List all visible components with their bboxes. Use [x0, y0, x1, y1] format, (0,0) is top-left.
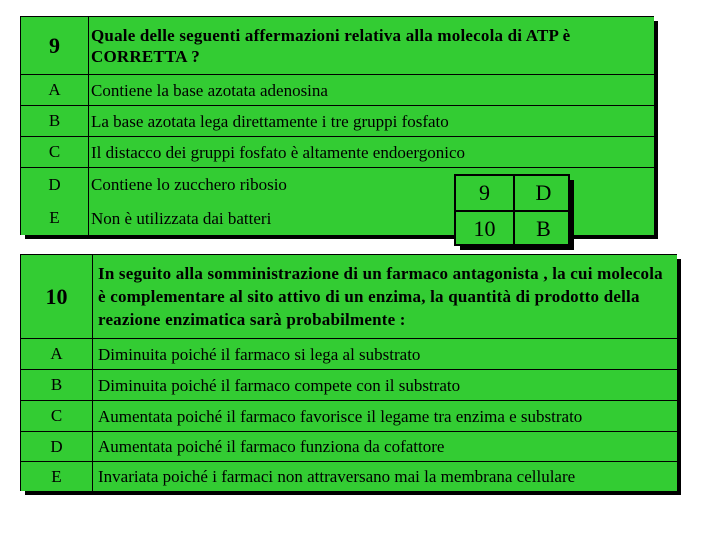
table-shadow	[677, 259, 681, 495]
answer-box-shadow	[460, 246, 574, 250]
question-10-table	[20, 254, 677, 491]
option-text: Invariata poiché i farmaci non attraversano mai la membrana cellulare	[98, 467, 576, 486]
answer-key-box	[454, 174, 570, 246]
question-number: 9	[21, 17, 89, 74]
option-text: La base azotata lega direttamente i tre gruppi fosfato	[91, 111, 449, 131]
table-shadow	[25, 491, 681, 495]
option-letter: C	[21, 401, 93, 431]
option-text: Contiene la base azotata adenosina	[91, 80, 328, 100]
option-letter: A	[21, 75, 89, 105]
option-row	[21, 339, 677, 370]
question-text: Quale delle seguenti affermazioni relativa alla molecola di ATP è CORRETTA ?	[91, 25, 571, 66]
option-letter: B	[21, 106, 89, 136]
answer-question-number: 9	[479, 180, 490, 205]
option-letter: E	[21, 462, 93, 491]
option-letter: E	[21, 201, 89, 235]
option-text: Contiene lo zucchero ribosio	[91, 175, 287, 194]
option-text: Aumentata poiché il farmaco favorisce il legame tra enzima e substrato	[98, 406, 583, 426]
option-text: Non è utilizzata dai batteri	[91, 208, 272, 228]
option-text: Diminuita poiché il farmaco compete con il substrato	[98, 375, 461, 395]
option-row	[21, 106, 654, 137]
option-row	[21, 401, 677, 432]
question-row	[21, 255, 677, 339]
option-letter: C	[21, 137, 89, 167]
answer-question-number: 10	[473, 216, 496, 241]
option-row	[21, 137, 654, 168]
answer-letter: B	[536, 216, 551, 241]
option-row	[21, 370, 677, 401]
option-row	[21, 75, 654, 106]
option-letter: B	[21, 370, 93, 400]
option-row	[21, 432, 677, 462]
option-letter: A	[21, 339, 93, 369]
table-shadow	[654, 21, 658, 239]
question-row	[21, 17, 654, 75]
answer-letter: D	[535, 180, 552, 205]
option-row	[21, 462, 677, 491]
option-text: Aumentata poiché il farmaco funziona da cofattore	[98, 437, 445, 456]
option-letter: D	[21, 168, 89, 201]
option-letter: D	[21, 432, 93, 461]
option-text: Diminuita poiché il farmaco si lega al substrato	[98, 344, 421, 364]
question-text: In seguito alla somministrazione di un farmaco antagonista , la cui molecola è complementare al sito attivo di un enzima, la quantità di prodotto della reazione enzimatica sarà probabilmente :	[98, 264, 663, 329]
option-text: Il distacco dei gruppi fosfato è altamente endoergonico	[91, 142, 466, 162]
question-number: 10	[21, 255, 93, 338]
